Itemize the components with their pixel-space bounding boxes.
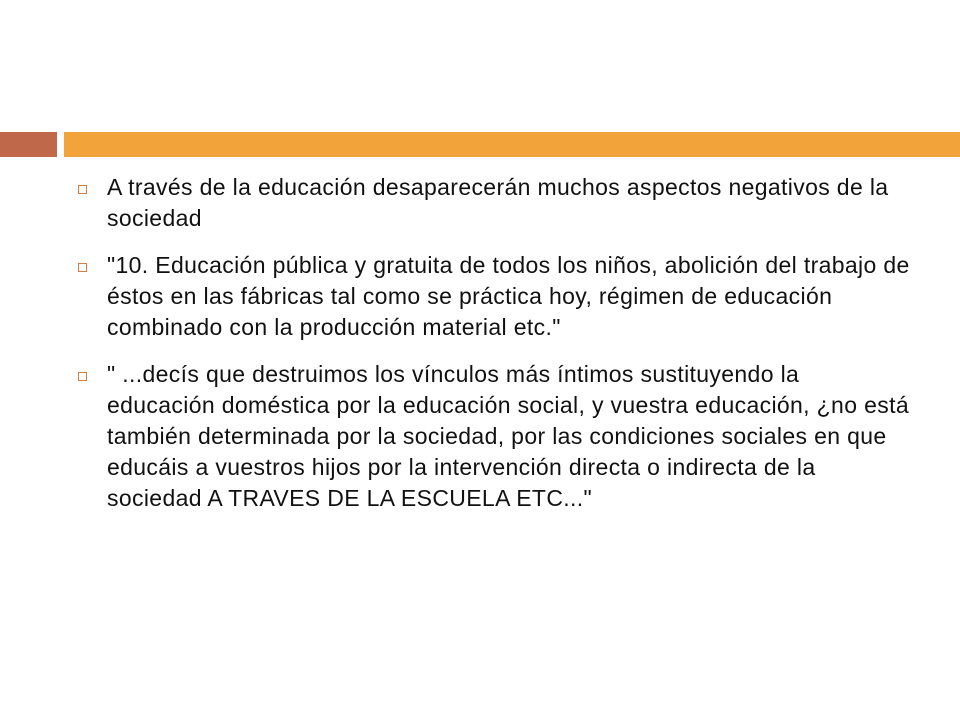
bullet-text: " ...decís que destruimos los vínculos más íntimos sustituyendo la educación doméstica por la educación social, y vuestra educación, ¿no está también determinada por la sociedad, por las condiciones sociales en que educáis a vuestros hijos por la intervención directa o indirecta de la sociedad A TRAVES DE LA ESCUELA ETC..." xyxy=(107,361,909,511)
header-accent-bar-right xyxy=(64,132,960,157)
bullet-list xyxy=(72,172,912,530)
bullet-item xyxy=(72,172,912,234)
bullet-item xyxy=(72,250,912,343)
header-accent-bar-left xyxy=(0,132,57,157)
square-bullet-icon xyxy=(78,185,87,194)
bullet-text: A través de la educación desaparecerán muchos aspectos negativos de la sociedad xyxy=(107,174,889,231)
bullet-item xyxy=(72,359,912,514)
square-bullet-icon xyxy=(78,263,87,272)
bullet-text: "10. Educación pública y gratuita de todos los niños, abolición del trabajo de éstos en las fábricas tal como se práctica hoy, régimen de educación combinado con la producción material etc." xyxy=(107,252,910,340)
square-bullet-icon xyxy=(78,372,87,381)
